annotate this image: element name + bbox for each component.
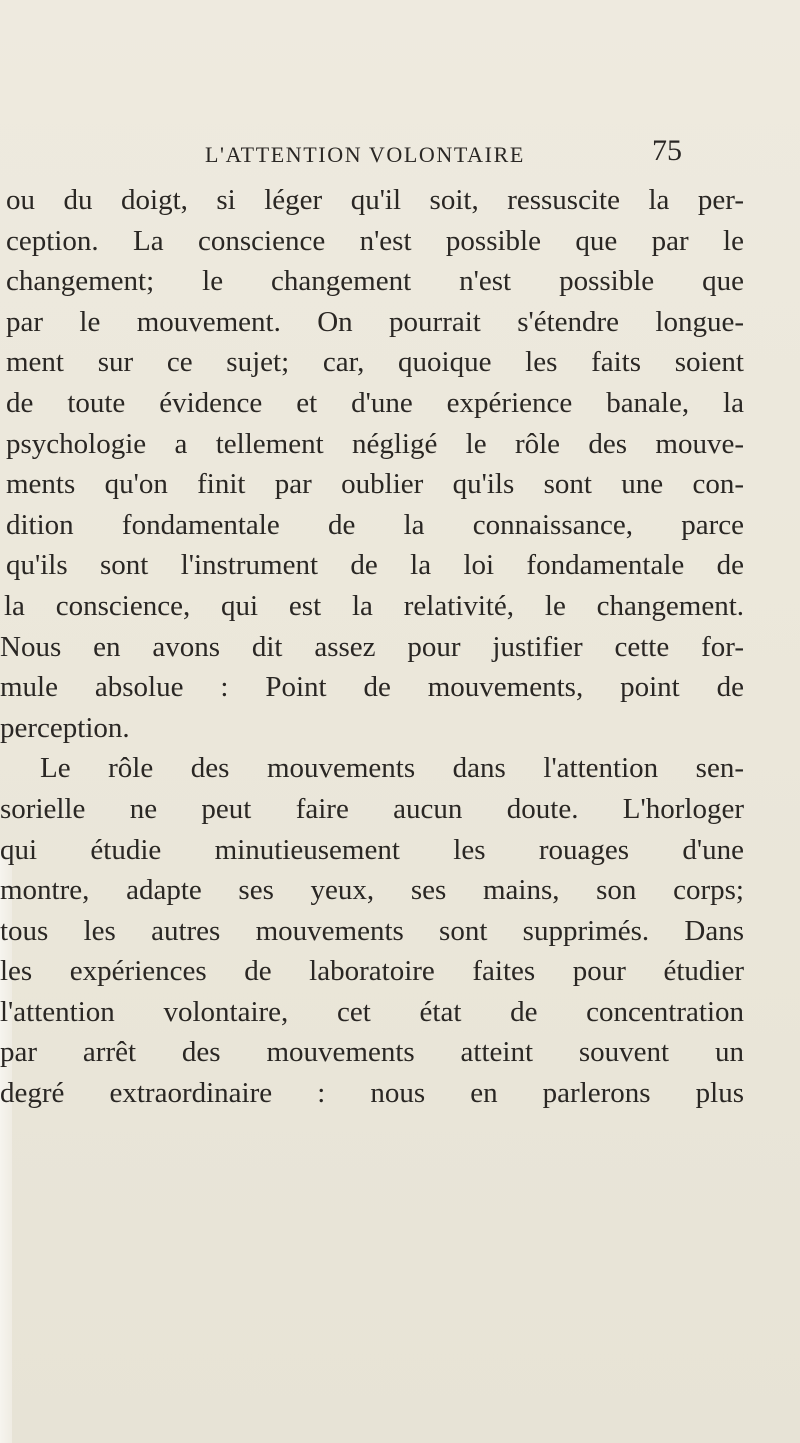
- text-line: montre, adapte ses yeux, ses mains, son corps;: [0, 874, 744, 907]
- text-line: dition fondamentale de la connaissance, parce: [6, 508, 744, 541]
- text-line: l'attention volontaire, cet état de concentration: [0, 995, 744, 1028]
- text-line: les expériences de laboratoire faites pour étudier: [0, 955, 744, 988]
- text-line: perception.: [0, 711, 130, 744]
- text-line: ception. La conscience n'est possible que par le: [6, 224, 744, 257]
- text-line: Nous en avons dit assez pour justifier cette for-: [0, 630, 744, 663]
- text-line: psychologie a tellement négligé le rôle des mouve-: [6, 427, 744, 460]
- text-line: Le rôle des mouvements dans l'attention sen-: [40, 752, 744, 785]
- text-line: mule absolue : Point de mouvements, point de: [0, 671, 744, 704]
- page-number: 75: [652, 134, 682, 167]
- text-line: tous les autres mouvements sont supprimés. Dans: [0, 914, 744, 947]
- text-line: sorielle ne peut faire aucun doute. L'horloger: [0, 792, 744, 825]
- page-header: [0, 130, 800, 170]
- text-line: qui étudie minutieusement les rouages d'une: [0, 833, 744, 866]
- text-line: la conscience, qui est la relativité, le changement.: [4, 589, 744, 622]
- text-line: qu'ils sont l'instrument de la loi fondamentale de: [6, 549, 744, 582]
- text-line: degré extraordinaire : nous en parlerons plus: [0, 1077, 744, 1110]
- body-text: [0, 180, 800, 1114]
- text-line: ment sur ce sujet; car, quoique les faits soient: [6, 346, 744, 379]
- text-line: de toute évidence et d'une expérience banale, la: [6, 386, 744, 419]
- text-line: par arrêt des mouvements atteint souvent un: [0, 1036, 744, 1069]
- text-line: changement; le changement n'est possible que: [6, 265, 744, 298]
- running-title: L'ATTENTION VOLONTAIRE: [205, 142, 525, 167]
- text-line: ou du doigt, si léger qu'il soit, ressuscite la per-: [6, 184, 744, 216]
- text-line: ments qu'on finit par oublier qu'ils sont une con-: [6, 468, 744, 501]
- text-line: par le mouvement. On pourrait s'étendre longue-: [6, 305, 744, 338]
